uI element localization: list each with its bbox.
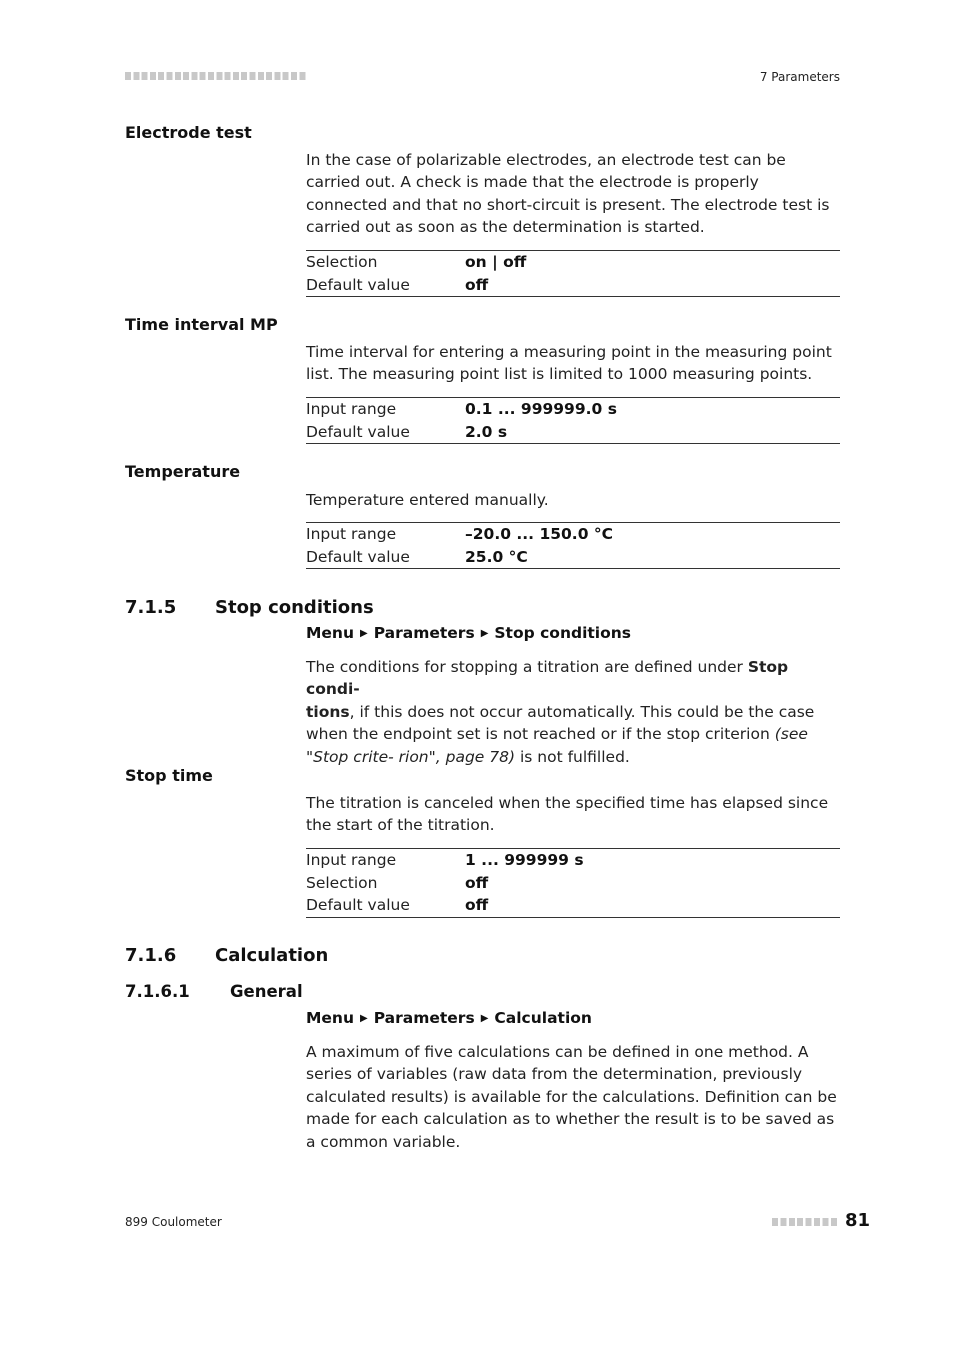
row-label: Input range bbox=[306, 525, 397, 544]
row-value: off bbox=[465, 896, 489, 915]
row-value: 2.0 s bbox=[465, 422, 508, 441]
table-row bbox=[306, 398, 840, 421]
menu-path-item: Menu bbox=[306, 1009, 355, 1027]
temperature-description: Temperature entered manually. bbox=[306, 491, 549, 509]
footer-decoration bbox=[772, 1218, 839, 1226]
time-interval-heading: Time interval MP bbox=[125, 315, 278, 334]
row-label: Selection bbox=[306, 253, 378, 272]
header-decoration bbox=[125, 72, 307, 80]
table-row bbox=[306, 523, 840, 546]
row-label: Input range bbox=[306, 851, 397, 870]
triangle-right-icon: ▶ bbox=[360, 1013, 368, 1024]
calculation-description: A maximum of five calculations can be defined in one method. A series of variables (raw data from the determination, previously calculated results) is available for the calculations. Definition can be made for each calculation as to whether the result is to be saved as a common variable. bbox=[306, 1043, 837, 1151]
menu-path-item: Calculation bbox=[494, 1009, 592, 1027]
table-row bbox=[306, 894, 840, 917]
row-label: Default value bbox=[306, 275, 410, 294]
row-label: Selection bbox=[306, 873, 378, 892]
section-number: 7.1.6 bbox=[125, 945, 177, 966]
subsection-title: General bbox=[230, 982, 303, 1001]
stop-time-description: The titration is canceled when the specified time has elapsed since the start of the titration. bbox=[306, 794, 829, 835]
row-label: Input range bbox=[306, 400, 397, 419]
section-number: 7.1.5 bbox=[125, 597, 177, 618]
row-label: Default value bbox=[306, 422, 410, 441]
table-row bbox=[306, 849, 840, 872]
stop-conditions-description: The conditions for stopping a titration are defined under Stop condi- tions, if this does not occur automatically. This could be the case when the endpoint set is not reached or if the stop criterion (see "Stop crite- rion", page 78) is not fulfilled. bbox=[306, 658, 815, 766]
cross-reference-link[interactable]: rion", page 78) bbox=[398, 747, 516, 766]
row-value: –20.0 ... 150.0 °C bbox=[465, 525, 613, 544]
triangle-right-icon: ▶ bbox=[480, 628, 489, 639]
section-title: Calculation bbox=[215, 945, 329, 966]
electrode-test-description: In the case of polarizable electrodes, an electrode test can be carried out. A check is made that the electrode is properly connected and that no short-circuit is present. The electrode test is carried out as soon as the determination is started. bbox=[306, 151, 830, 237]
menu-path bbox=[306, 624, 631, 642]
triangle-right-icon: ▶ bbox=[480, 1013, 489, 1024]
electrode-test-heading: Electrode test bbox=[125, 123, 252, 142]
row-value: off bbox=[465, 275, 489, 294]
time-interval-table bbox=[306, 397, 840, 444]
menu-path-item: Parameters bbox=[373, 624, 475, 642]
time-interval-description: Time interval for entering a measuring point in the measuring point list. The measuring point list is limited to 1000 measuring points. bbox=[306, 343, 832, 384]
menu-path-item: Parameters bbox=[373, 1009, 475, 1027]
electrode-test-table bbox=[306, 250, 840, 297]
table-row bbox=[306, 251, 840, 274]
stop-conditions-term: Stop condi- bbox=[306, 658, 789, 699]
row-value: 0.1 ... 999999.0 s bbox=[465, 400, 617, 419]
cross-reference-link[interactable]: (see "Stop crite- bbox=[306, 725, 808, 766]
row-label: Default value bbox=[306, 896, 410, 915]
stop-time-table bbox=[306, 848, 840, 918]
triangle-right-icon: ▶ bbox=[360, 628, 368, 639]
stop-time-heading: Stop time bbox=[125, 766, 213, 785]
stop-conditions-term: tions bbox=[306, 702, 350, 721]
row-value: on | off bbox=[465, 253, 527, 272]
table-row bbox=[306, 274, 840, 297]
temperature-heading: Temperature bbox=[125, 462, 241, 481]
row-value: off bbox=[465, 873, 489, 892]
temperature-table bbox=[306, 522, 840, 569]
menu-path bbox=[306, 1009, 592, 1027]
table-row bbox=[306, 546, 840, 569]
subsection-number: 7.1.6.1 bbox=[125, 982, 190, 1001]
page-number: 81 bbox=[845, 1210, 871, 1231]
row-value: 1 ... 999999 s bbox=[465, 851, 584, 870]
row-label: Default value bbox=[306, 547, 410, 566]
row-value: 25.0 °C bbox=[465, 547, 528, 566]
table-row bbox=[306, 421, 840, 444]
menu-path-item: Menu bbox=[306, 624, 355, 642]
table-row bbox=[306, 872, 840, 895]
menu-path-item: Stop conditions bbox=[494, 624, 632, 642]
header-chapter: 7 Parameters bbox=[759, 70, 840, 84]
section-title: Stop conditions bbox=[215, 597, 374, 618]
footer-product: 899 Coulometer bbox=[125, 1215, 222, 1229]
